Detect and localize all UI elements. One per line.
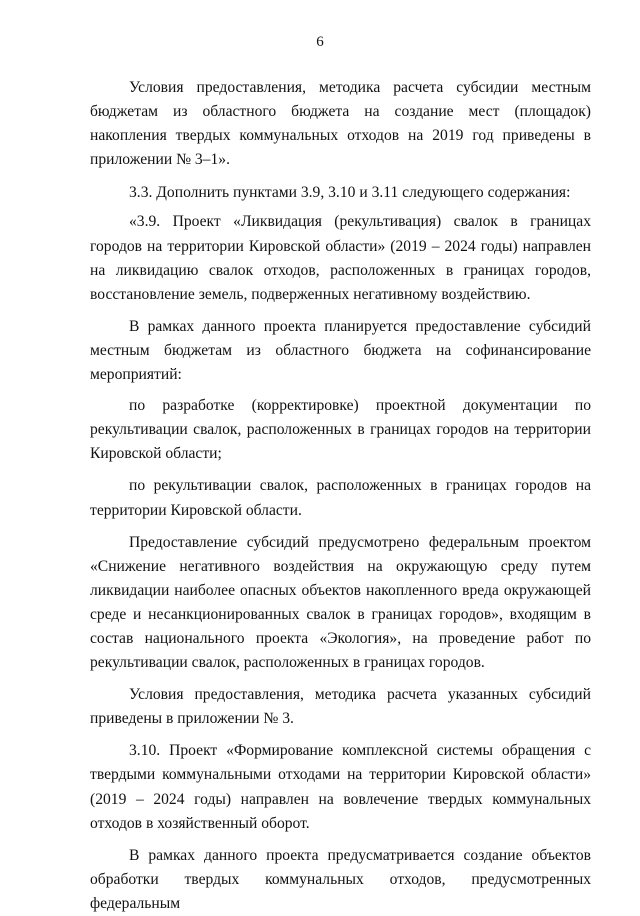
paragraph-recultivation: по рекультивации свалок, расположенных в границах городов на территории Кировской области.: [90, 477, 591, 519]
paragraph-design-documentation: по разработке (корректировке) проектной документации по рекультивации свалок, расположенных в границах городов на территории Кировской области;: [90, 397, 591, 463]
paragraph-conditions-appendix: Условия предоставления, методика расчета указанных субсидий приведены в приложении № 3.: [90, 686, 591, 728]
paragraph-processing-facilities: В рамках данного проекта предусматривается создание объектов обработки твердых коммунальных отходов, предусмотренных федеральным: [90, 846, 591, 912]
paragraph-federal-project: Предоставление субсидий предусмотрено федеральным проектом «Снижение негативного воздействия на окружающую среду путем ликвидации наиболее опасных объектов накопленного вреда окружающей среде и несанкционированных свалок в границах городов», входящим в состав национального проекта «Экология», на проведение работ по рекультивации свалок, расположенных в границах городов.: [90, 533, 591, 672]
paragraph-item-3-9: «3.9. Проект «Ликвидация (рекультивация) свалок в границах городов на территории Кировской области» (2019 – 2024 годы) направлен на ликвидацию свалок отходов, расположенных в границах городов, восстановление земель, подверженных негативному воздействию.: [90, 213, 591, 303]
document-body: [90, 76, 591, 916]
paragraph-item-3-10: 3.10. Проект «Формирование комплексной системы обращения с твердыми коммунальными отходами на территории Кировской области» (2019 – 2024 годы) направлен на вовлечение твердых коммунальных отходов в хозяйственный оборот.: [90, 742, 591, 832]
paragraph-item-3-3: 3.3. Дополнить пунктами 3.9, 3.10 и 3.11 следующего содержания:: [129, 184, 571, 202]
paragraph-subsidy-plan: В рамках данного проекта планируется предоставление субсидий местным бюджетам из областного бюджета на софинансирование мероприятий:: [90, 317, 591, 384]
page-number: 6: [316, 34, 324, 50]
paragraph-subsidy-conditions: Условия предоставления, методика расчета субсидии местным бюджетам из областного бюджета на создание мест (площадок) накопления твердых коммунальных отходов на 2019 год приведены в приложении № 3–1».: [90, 79, 591, 169]
